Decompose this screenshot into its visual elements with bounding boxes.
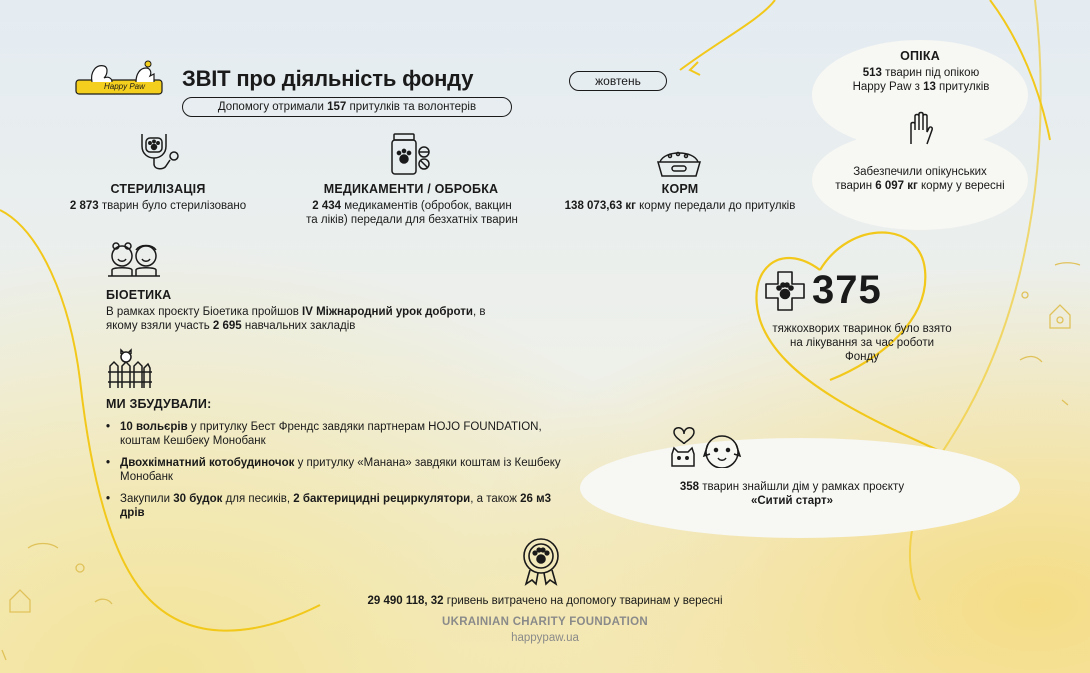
food-text: 138 073,63 кг корму передали до притулків [564,200,796,212]
footer-site[interactable]: happypaw.ua [511,632,579,644]
cat-dog-heart-icon [668,420,746,473]
doodles-right [1000,250,1090,420]
medicine-text: 2 434 медикаментів (обробок, вакцин та ліків) передали для безхатніх тварин [306,200,518,226]
spent-text: 29 490 118, 32 гривень витрачено на допомогу тваринам у вересні [367,595,723,607]
hand-paw-icon [905,110,935,151]
fence-dog-icon [106,348,152,395]
page-title: ЗВІТ про діяльність фонду [182,66,474,91]
sterilization-title: СТЕРИЛІЗАЦІЯ [110,182,206,196]
paw-medal-icon [518,536,564,591]
logo-text: Happy Paw [104,82,145,91]
adoption-text: 358 тварин знайшли дім у рамках проєкту «Ситий старт» [679,481,905,507]
sterilization-text: 2 873 тварин було стерилізовано [69,200,247,212]
bioethics-title: БІОЕТИКА [106,288,172,302]
built-item-purchases: • Закупили 30 будок для песиків, 2 бактерицидні рециркулятори, а також 26 м3 дрів [104,492,564,520]
built-title: МИ ЗБУДУВАЛИ: [106,397,212,411]
treatment-number: 375 [812,268,882,312]
shelters-count: 157 [327,101,347,113]
footer-org: UKRAINIAN CHARITY FOUNDATION [441,616,649,628]
care-text: 513 тварин під опікою Happy Paw з 13 притулків [852,67,990,93]
month-badge [569,71,667,91]
children-icon [106,240,162,285]
month-label: жовтень [595,74,641,88]
happy-paw-logo [74,54,166,96]
built-item-cathouse: • Двохкімнатний котобудиночок у притулку «Манана» завдяки коштам із Кешбеку Монобанк [104,456,564,484]
food-title: КОРМ [661,182,699,196]
care-title: ОПІКА [900,49,940,63]
medicine-jar-icon [388,132,434,181]
medical-cross-paw-icon [764,270,806,317]
subtitle-pill: Допомогу отримали 157 притулків та волонтерів [182,97,512,117]
built-list [104,420,564,528]
treatment-text: тяжкохворих тваринок було взято на лікування за час роботи Фонду [772,323,952,363]
stethoscope-paw-icon [136,132,182,177]
doodles-left [0,530,130,670]
bioethics-text: В рамках проєкту Біоетика пройшов IV Міжнародний урок доброти, в якому взяли участь 2 695 навчальних закладів [106,306,486,332]
medicine-title: МЕДИКАМЕНТИ / ОБРОБКА [323,182,499,196]
food-bowl-icon [656,144,702,185]
built-item-enclosures: • 10 вольєрів у притулку Бест Френдс завдяки партнерам HOJO FOUNDATION, коштам Кешбеку Монобанк [104,420,564,448]
care-food-text: Забезпечили опікунських тварин 6 097 кг корму у вересні [835,166,1005,192]
